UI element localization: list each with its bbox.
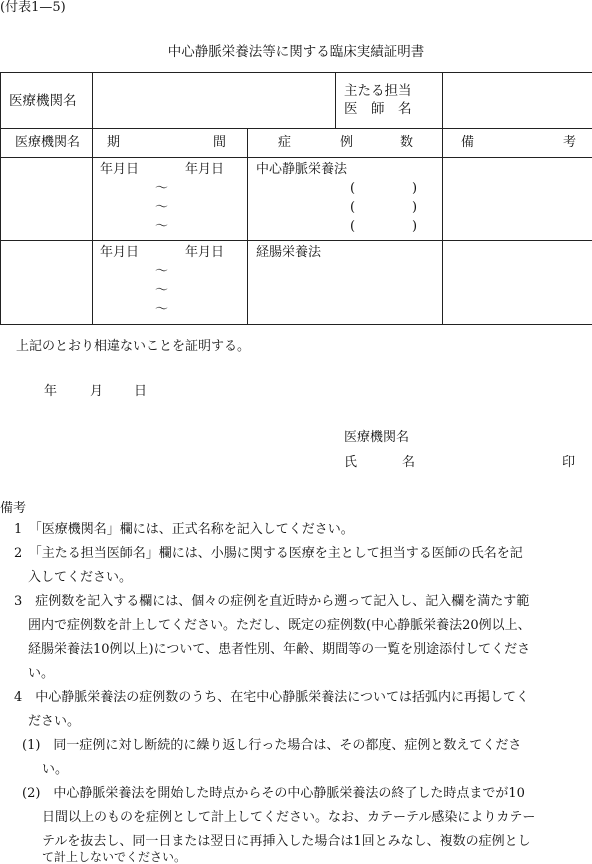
row1-end-date-label: 年月日	[185, 162, 225, 177]
form-reference: (付表1—5)	[0, 0, 66, 15]
subnote-2-line1: (2) 中心静脈栄養法を開始した時点からその中心静脈栄養法の終了した時点までが10	[22, 786, 525, 801]
note-2-line1: 2 「主たる担当医師名」欄には、小腸に関する医療を主として担当する医師の氏名を記	[14, 546, 523, 561]
col-header-institution	[1, 129, 93, 158]
row1-tilde-2: 〜	[155, 200, 169, 215]
date-day-label: 日	[134, 384, 148, 399]
note-4-line2: ださい。	[28, 714, 81, 729]
col-header-cases-c: 数	[400, 135, 414, 150]
row2-remarks-field[interactable]	[443, 241, 592, 325]
subnote-2-line3: テルを抜去し、同一日または翌日に再挿入した場合は1回とみなし、複数の症例とし	[42, 834, 531, 849]
institution-label-cell	[1, 73, 93, 129]
row1-start-date-label: 年月日	[100, 162, 140, 177]
row2-start-date-label: 年月日	[100, 245, 140, 260]
subnote-2-line4: て計上しないでください。	[42, 850, 187, 864]
row1-paren-close-2: )	[412, 200, 418, 215]
doctor-label-line1: 主たる担当	[344, 83, 412, 99]
signer-name-label-b: 名	[402, 455, 416, 470]
note-3-line4: い。	[28, 666, 55, 681]
note-3-line2: 囲内で症例数を計上してください。ただし、既定の症例数(中心静脈栄養法20例以上、	[28, 618, 531, 633]
doctor-name-field[interactable]	[443, 73, 592, 129]
row1-paren-open-2: (	[350, 200, 356, 215]
signer-institution-label: 医療機関名	[344, 430, 410, 445]
row1-remarks-field[interactable]	[443, 158, 592, 241]
row1-tilde-3: 〜	[155, 219, 169, 234]
col-header-period-a: 期	[107, 135, 121, 150]
row2-tilde-1: 〜	[155, 264, 169, 279]
signer-name-label-a: 氏	[344, 455, 358, 470]
note-4-line1: 4 中心静脈栄養法の症例数のうち、在宅中心静脈栄養法については括弧内に再掲してく	[14, 690, 530, 705]
row2-end-date-label: 年月日	[185, 245, 225, 260]
row2-method-label: 経腸栄養法	[256, 245, 322, 260]
col-header-cases	[248, 129, 443, 158]
seal-mark: 印	[562, 455, 576, 470]
document-title: 中心静脈栄養法等に関する臨床実績証明書	[167, 44, 425, 60]
notes-heading: 備考	[0, 501, 27, 516]
row2-tilde-2: 〜	[155, 283, 169, 298]
row1-paren-open-3: (	[350, 219, 356, 234]
doctor-label-line2: 医 師 名	[344, 101, 412, 117]
col-header-remarks-a: 備	[461, 135, 475, 150]
subnote-1-line1: (1) 同一症例に対し断続的に繰り返し行った場合は、その都度、症例と数えてくださ	[22, 738, 522, 753]
row2-tilde-3: 〜	[155, 302, 169, 317]
row1-tilde-1: 〜	[155, 181, 169, 196]
row2-cases-cell[interactable]	[248, 241, 443, 325]
col-header-cases-b: 例	[340, 135, 354, 150]
clinical-record-table	[0, 72, 592, 325]
date-month-label: 月	[90, 384, 104, 399]
certification-statement: 上記のとおり相違ないことを証明する。	[16, 339, 251, 354]
date-year-label: 年	[44, 384, 58, 399]
col-header-period	[93, 129, 248, 158]
row1-period-cell[interactable]	[93, 158, 248, 241]
doctor-label-cell	[336, 73, 443, 129]
row1-cases-cell[interactable]	[248, 158, 443, 241]
col-header-remarks	[443, 129, 592, 158]
subnote-1-line2: い。	[42, 762, 69, 777]
row2-institution-field[interactable]	[1, 241, 93, 325]
institution-name-field[interactable]	[93, 73, 336, 129]
note-3-line3: 経腸栄養法10例以上)について、患者性別、年齢、期間等の一覧を別途添付してくださ	[28, 642, 531, 657]
col-header-cases-a: 症	[278, 135, 292, 150]
row1-paren-close-3: )	[412, 219, 418, 234]
row1-method-label: 中心静脈栄養法	[256, 162, 348, 177]
row2-period-cell[interactable]	[93, 241, 248, 325]
institution-label: 医療機関名	[9, 93, 77, 109]
col-header-period-b: 間	[213, 135, 227, 150]
subnote-2-line2: 日間以上のものを症例として計上してください。なお、カテーテル感染によりカテー	[42, 810, 536, 825]
col-header-institution-label: 医療機関名	[15, 135, 81, 150]
col-header-remarks-b: 考	[563, 135, 577, 150]
note-2-line2: 入してください。	[28, 570, 133, 585]
note-1: 1 「医療機関名」欄には、正式名称を記入してください。	[14, 522, 354, 537]
note-3-line1: 3 症例数を記入する欄には、個々の症例を直近時から遡って記入し、記入欄を満たす範	[14, 594, 530, 609]
row1-institution-field[interactable]	[1, 158, 93, 241]
row1-paren-open-1: (	[350, 181, 356, 196]
row1-paren-close-1: )	[412, 181, 418, 196]
